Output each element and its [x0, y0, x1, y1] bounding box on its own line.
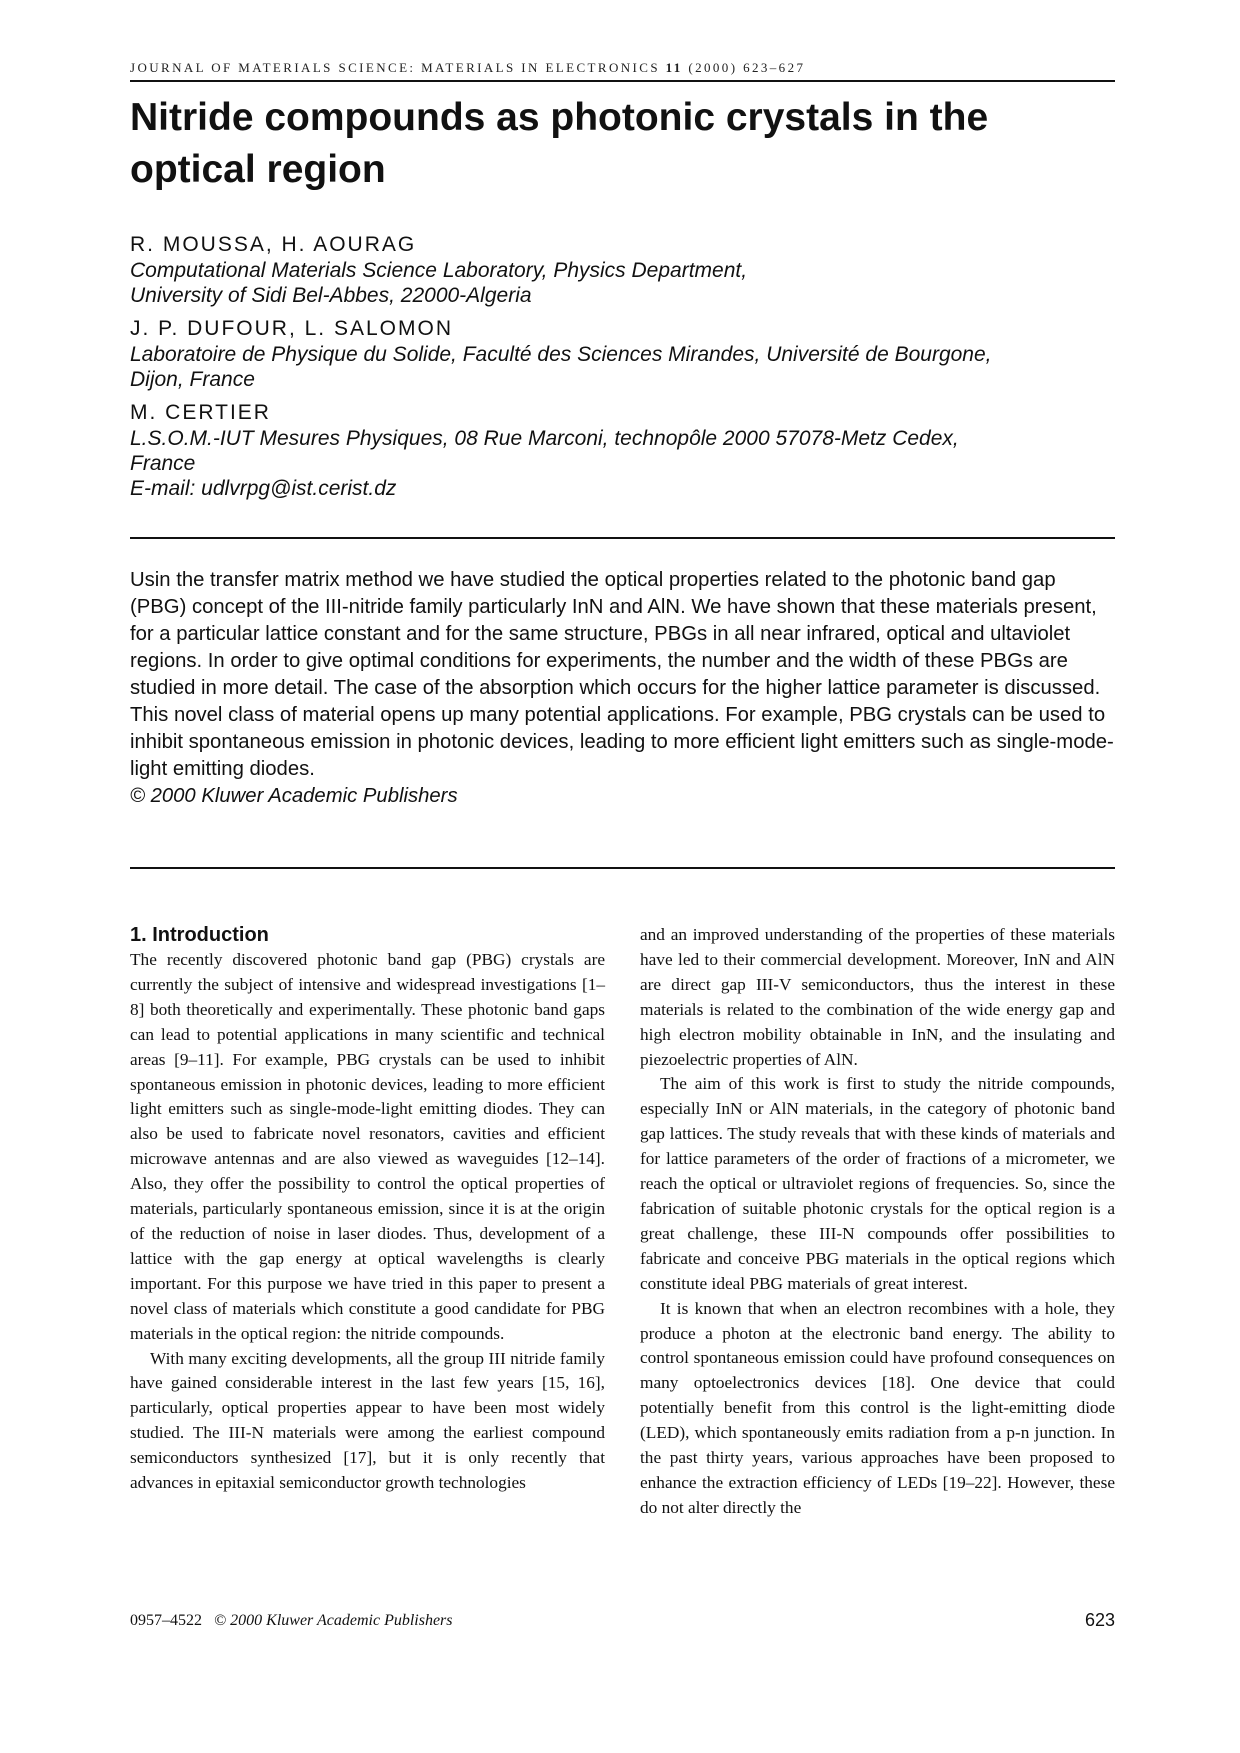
body-paragraph: It is known that when an electron recombines with a hole, they produce a photon at the electronic band energy. The ability to control spontaneous emission could have profound consequences on many optoelectronics devices [18]. One device that could potentially benefit from this control is the light-emitting diode (LED), which spontaneously emits radiation from a p-n junction. In the past thirty years, various approaches have been proposed to enhance the extraction efficiency of LEDs [19–22]. However, these do not alter directly the: [640, 1298, 1115, 1517]
affiliation-line: Computational Materials Science Laboratory, Physics Department,: [130, 259, 748, 282]
header-rule: [130, 80, 1115, 82]
abstract-copyright: © 2000 Kluwer Academic Publishers: [130, 785, 458, 807]
issn: 0957–4522: [130, 1612, 202, 1629]
abstract-rule-top: [130, 537, 1115, 539]
author-names: M. CERTIER: [130, 401, 271, 424]
affiliation-line: L.S.O.M.-IUT Mesures Physiques, 08 Rue Marconi, technopôle 2000 57078-Metz Cedex,: [130, 427, 959, 450]
issue-pages: (2000) 623–627: [688, 60, 806, 75]
body-paragraph: The aim of this work is first to study the nitride compounds, especially InN or AlN materials, in the category of photonic band gap lattices. The study reveals that with these kinds of materials and for lattice parameters of the order of fractions of a micrometer, we reach the optical or ultraviolet regions of frequencies. So, since the fabrication of suitable photonic crystals for the optical region is a great challenge, these III-N compounds offer possibilities to fabricate and conceive PBG materials in the optical regions which constitute ideal PBG materials of great interest.: [640, 1074, 1115, 1293]
body-paragraph: and an improved understanding of the properties of these materials have led to their commercial development. Moreover, InN and AlN are direct gap III-V semiconductors, thus the interest in these materials is related to the combination of the wide energy gap and high electron mobility obtainable in InN, and the insulating and piezoelectric properties of AlN.: [640, 925, 1115, 1069]
abstract-text: Usin the transfer matrix method we have studied the optical properties related to the photonic band gap (PBG) concept of the III-nitride family particularly InN and AlN. We have shown that these materials present, for a particular lattice constant and for the same structure, PBGs in all near infrared, optical and ultaviolet regions. In order to give optimal conditions for experiments, the number and the width of these PBGs are studied in more detail. The case of the absorption which occurs for the higher lattice parameter is discussed. This novel class of material opens up many potential applications. For example, PBG crystals can be used to inhibit spontaneous emission in photonic devices, leading to more efficient light emitters such as single-mode-light emitting diodes.: [130, 569, 1114, 780]
author-names: J. P. DUFOUR, L. SALOMON: [130, 317, 453, 340]
author-group: [130, 316, 1115, 392]
affiliation-line: Dijon, France: [130, 368, 255, 391]
abstract-rule-bottom: [130, 867, 1115, 869]
page-number: 623: [1084, 1610, 1115, 1630]
body-paragraph: With many exciting developments, all the group III nitride family have gained considerable interest in the last few years [15, 16], particularly, optical properties appear to have been most widely studied. The III-N materials were among the earliest compound semiconductors synthesized [17], but it is only recently that advances in epitaxial semiconductor growth technologies: [130, 1348, 605, 1493]
section-heading: 1. Introduction: [130, 924, 269, 946]
footer: [130, 1612, 453, 1630]
affiliation-line: Laboratoire de Physique du Solide, Faculté des Sciences Mirandes, Université de Bourgone,: [130, 343, 992, 366]
abstract: [130, 567, 1115, 810]
running-head: [130, 60, 1115, 76]
footer-copyright: © 2000 Kluwer Academic Publishers: [214, 1612, 453, 1629]
author-group: [130, 400, 1115, 501]
left-column: [130, 923, 605, 1496]
article-title: Nitride compounds as photonic crystals in the optical region: [130, 96, 989, 191]
affiliation-line: University of Sidi Bel-Abbes, 22000-Algeria: [130, 284, 532, 307]
email-line: E-mail: udlvrpg@ist.cerist.dz: [130, 477, 397, 500]
author-names: R. MOUSSA, H. AOURAG: [130, 233, 417, 256]
journal-name: JOURNAL OF MATERIALS SCIENCE: MATERIALS IN ELECTRONICS: [130, 60, 660, 75]
author-group: [130, 232, 1115, 308]
volume-number: 11: [665, 60, 683, 75]
author-block: [130, 232, 1115, 509]
right-column: [640, 923, 1115, 1521]
affiliation-line: France: [130, 452, 196, 475]
body-paragraph: The recently discovered photonic band gap (PBG) crystals are currently the subject of intensive and widespread investigations [1–8] both theoretically and experimentally. These photonic band gaps can lead to potential applications in many scientific and technical areas [9–11]. For example, PBG crystals can be used to inhibit spontaneous emission in photonic devices, leading to more efficient light emitters such as single-mode-light emitting diodes. They can also be used to fabricate novel resonators, cavities and efficient microwave antennas and are also viewed as waveguides [12–14]. Also, they offer the possibility to control the optical properties of materials, particularly spontaneous emission, since it is at the origin of the reduction of noise in laser diodes. Thus, development of a lattice with the gap energy at optical wavelengths is clearly important. For this purpose we have tried in this paper to present a novel class of materials which constitute a good candidate for PBG materials in the optical region: the nitride compounds.: [130, 950, 605, 1343]
